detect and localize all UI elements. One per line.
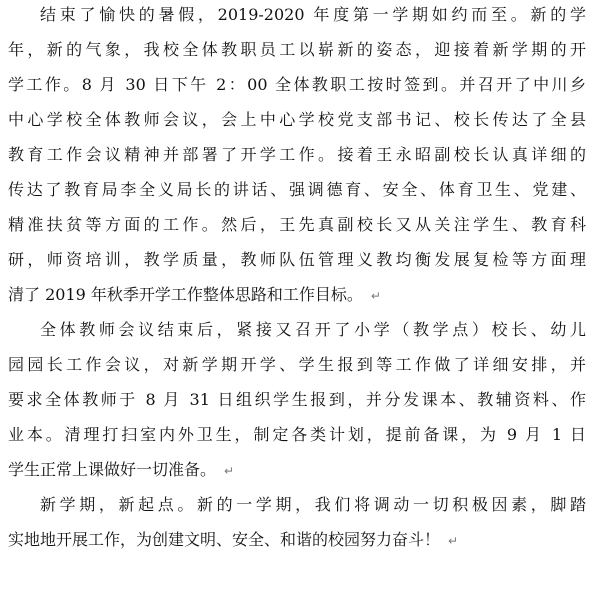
text-line: 学工作。8 月 30 日下午 2：00 全体教职工按时签到。并召开了中川乡 xyxy=(8,75,586,94)
text-line-last xyxy=(8,459,586,481)
text-line: 中心学校全体教师会议，会上中心学校党支部书记、校长传达了全县 xyxy=(8,110,586,129)
text-line-content: 实地地开展工作，为创建文明、安全、和谐的校园努力奋斗！ xyxy=(8,530,441,549)
text-line: 新学期，新起点。新的一学期，我们将调动一切积极因素，脚踏 xyxy=(40,495,586,514)
text-line: 研，师资培训，教学质量，教师队伍管理义教均衡发展复检等方面理 xyxy=(8,250,586,269)
paragraph-mark-icon: ↵ xyxy=(370,288,381,303)
text-line-last xyxy=(8,284,586,306)
text-line: 传达了教育局李全义局长的讲话、强调德育、安全、体育卫生、党建、 xyxy=(8,180,586,199)
text-line: 结束了愉快的暑假，2019-2020 年度第一学期如约而至。新的学 xyxy=(40,5,586,24)
text-line-last xyxy=(8,529,586,551)
text-line: 教育工作会议精神并部署了开学工作。接着王永昭副校长认真详细的 xyxy=(8,145,586,164)
text-line: 园园长工作会议，对新学期开学、学生报到等工作做了详细安排，并 xyxy=(8,355,586,374)
text-line: 精准扶贫等方面的工作。然后，王先真副校长又从关注学生、教育科 xyxy=(8,215,586,234)
text-line: 全体教师会议结束后，紧接又召开了小学（教学点）校长、幼儿 xyxy=(40,320,586,339)
text-line: 年，新的气象，我校全体教职员工以崭新的姿态，迎接着新学期的开 xyxy=(8,40,586,59)
text-line: 要求全体教师于 8 月 31 日组织学生报到，并分发课本、教辅资料、作 xyxy=(8,390,586,409)
text-line: 业本。清理打扫室内外卫生，制定各类计划，提前备课，为 9 月 1 日 xyxy=(8,425,586,444)
paragraph-mark-icon: ↵ xyxy=(448,533,459,548)
paragraph-mark-icon: ↵ xyxy=(224,463,235,478)
text-line-content: 学生正常上课做好一切准备。 xyxy=(8,460,217,479)
text-line-content: 清了 2019 年秋季开学工作整体思路和工作目标。 xyxy=(8,285,363,304)
